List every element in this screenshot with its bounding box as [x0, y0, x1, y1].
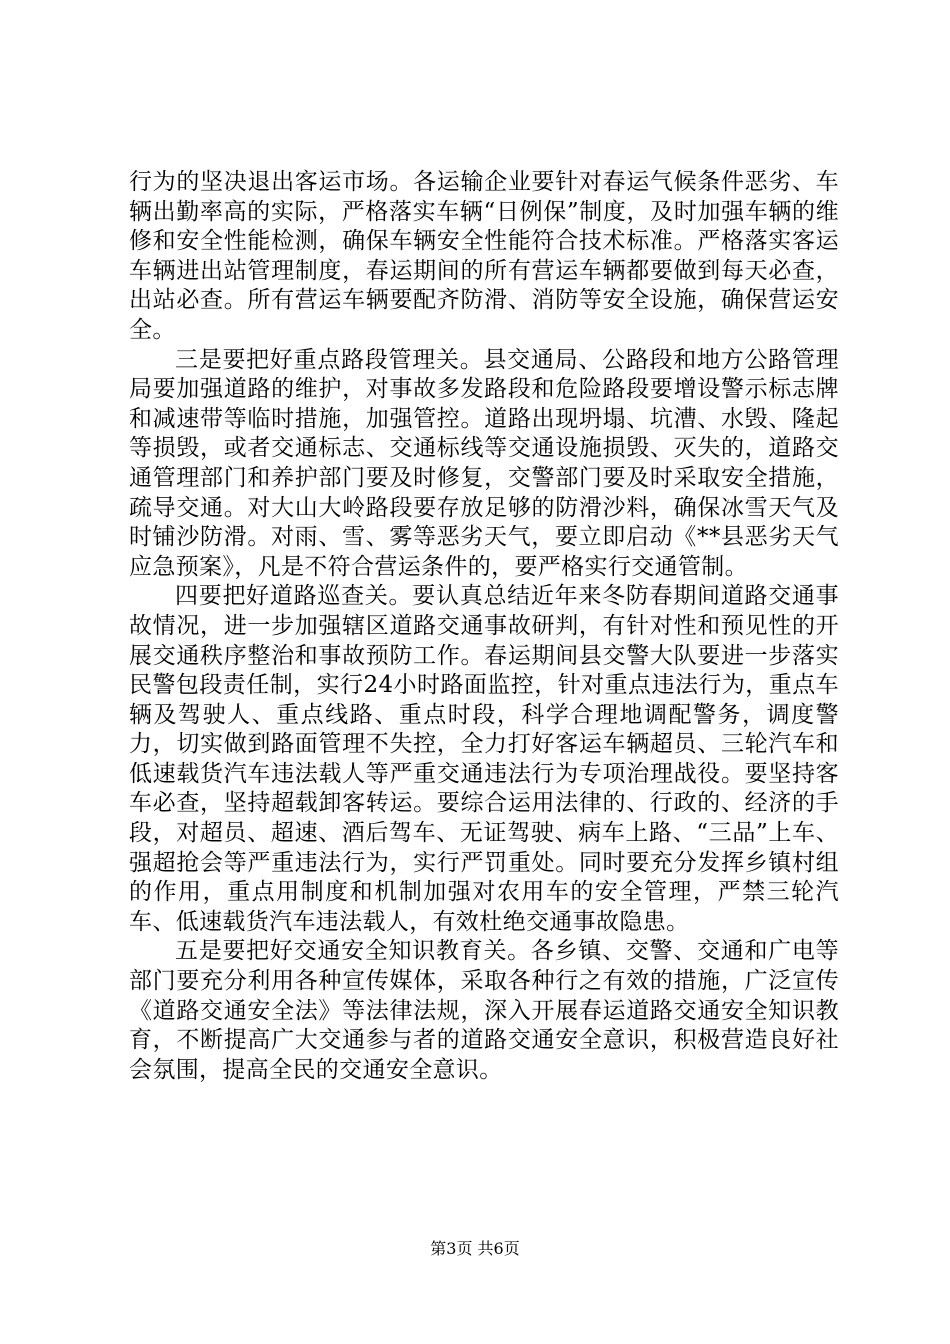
document-body	[129, 168, 839, 1085]
paragraph-vehicle-management: 行为的坚决退出客运市场。各运输企业要针对春运气候条件恶劣、车辆出勤率高的实际，严格落实车辆“日例保”制度，及时加强车辆的维修和安全性能检测，确保车辆安全性能符合技术标准。严格落实客运车辆进出站管理制度，春运期间的所有营运车辆都要做到每天必查，出站必查。所有营运车辆要配齐防滑、消防等安全设施，确保营运安全。	[129, 169, 839, 343]
paragraph-road-section-management: 三是要把好重点路段管理关。县交通局、公路段和地方公路管理局要加强道路的维护，对事故多发路段和危险路段要增设警示标志牌和减速带等临时措施，加强管控。道路出现坍塌、坑漕、水毁、隆起等损毁，或者交通标志、交通标线等交通设施损毁、灭失的，道路交通管理部门和养护部门要及时修复，交警部门要及时采取安全措施，疏导交通。对大山大岭路段要存放足够的防滑沙料，确保冰雪天气及时铺沙防滑。对雨、雪、雾等恶劣天气，要立即启动《**县恶劣天气应急预案》，凡是不符合营运条件的，要严格实行交通管制。	[129, 346, 839, 580]
page-footer: 第3页 共6页	[430, 1239, 520, 1258]
paragraph-road-patrol: 四要把好道路巡查关。要认真总结近年来冬防春期间道路交通事故情况，进一步加强辖区道路交通事故研判，有针对性和预见性的开展交通秩序整治和事故预防工作。春运期间县交警大队要进一步落实民警包段责任制，实行24小时路面监控，针对重点违法行为，重点车辆及驾驶人、重点线路、重点时段，科学合理地调配警务，调度警力，切实做到路面管理不失控，全力打好客运车辆超员、三轮汽车和低速载货汽车违法载人等严重交通违法行为专项治理战役。要坚持客车必查，坚持超载卸客转运。要综合运用法律的、行政的、经济的手段，对超员、超速、酒后驾车、无证驾驶、病车上路、“三品”上车、强超抢会等严重违法行为，实行严罚重处。同时要充分发挥乡镇村组的作用，重点用制度和机制加强对农用车的安全管理，严禁三轮汽车、低速载货汽车违法载人，有效杜绝交通事故隐患。	[129, 583, 839, 935]
paragraph-safety-education: 五是要把好交通安全知识教育关。各乡镇、交警、交通和广电等部门要充分利用各种宣传媒体，采取各种行之有效的措施，广泛宣传《道路交通安全法》等法律法规，深入开展春运道路交通安全知识教育，不断提高广大交通参与者的道路交通安全意识，积极营造良好社会氛围，提高全民的交通安全意识。	[129, 938, 839, 1083]
